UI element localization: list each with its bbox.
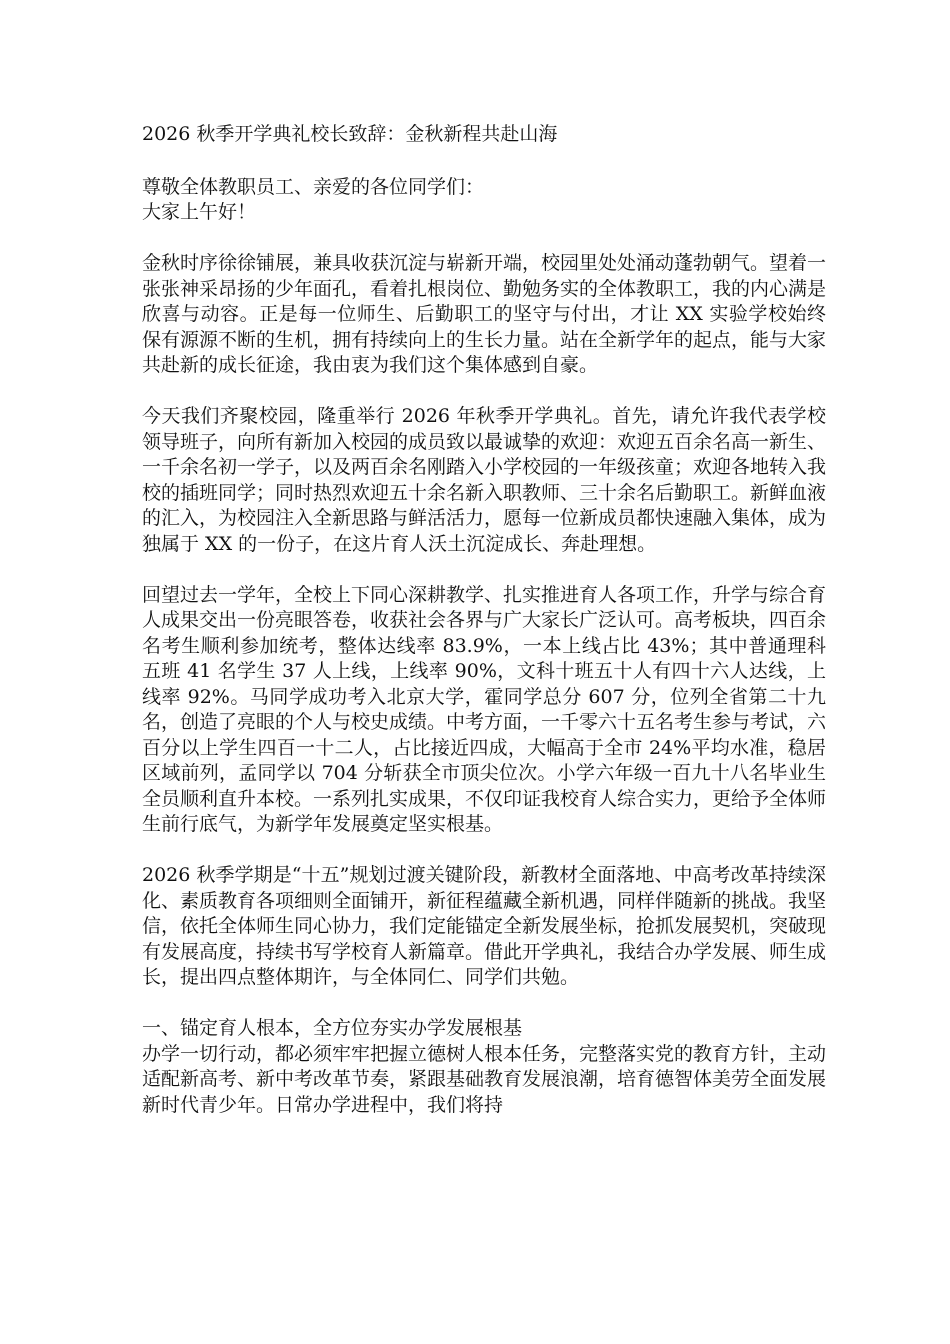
spacer	[142, 379, 826, 405]
spacer	[142, 991, 826, 1017]
paragraph-review: 回望过去一学年，全校上下同心深耕教学、扎实推进育人各项工作，升学与综合育人成果交出一份亮眼答卷，收获社会各界与广大家长广泛认可。高考板块，四百余名考生顺利参加统考，整体达线率 83.9%，一本上线占比 43%；其中普通理科五班 41 名学生 37 人上线，上线率 90%，文科十班五十人有四十六人达线，上线率 92%。马同学成功考入北京大学，霍同学总分 607 分，位列全省第二十九名，创造了亮眼的个人与校史成绩。中考方面，一千零六十五名考生参与考试，六百分以上学生四百一十二人，占比接近四成，大幅高于全市 24%平均水准，稳居区域前列，孟同学以 704 分斩获全市顶尖位次。小学六年级一百九十八名毕业生全员顺利直升本校。一系列扎实成果，不仅印证我校育人综合实力，更给予全体师生前行底气，为新学年发展奠定坚实根基。	[142, 583, 827, 835]
spacer	[142, 557, 826, 583]
paragraph-welcome: 今天我们齐聚校园，隆重举行 2026 年秋季开学典礼。首先，请允许我代表学校领导班子，向所有新加入校园的成员致以最诚挚的欢迎：欢迎五百余名高一新生、一千余名初一学子，以及两百余名刚踏入小学校园的一年级孩童；欢迎各地转入我校的插班同学；同时热烈欢迎五十余名新入职教师、三十余名后勤职工。新鲜血液的汇入，为校园注入全新思路与鲜活活力，愿每一位新成员都快速融入集体，成为独属于 XX 的一份子，在这片育人沃土沉淀成长、奔赴理想。	[142, 405, 827, 555]
spacer	[142, 226, 826, 252]
spacer	[142, 838, 826, 864]
paragraph-outlook: 2026 秋季学期是“十五”规划过渡关键阶段，新教材全面落地、中高考改革持续深化、素质教育各项细则全面铺开，新征程蕴藏全新机遇，同样伴随新的挑战。我坚信，依托全体师生同心协力，我们定能锚定全新发展坐标，抢抓发展契机，突破现有发展高度，持续书写学校育人新篇章。借此开学典礼，我结合办学发展、师生成长，提出四点整体期许，与全体同仁、同学们共勉。	[142, 864, 827, 988]
spacer	[142, 148, 826, 175]
salutation-line: 尊敬全体教职员工、亲爱的各位同学们：	[142, 175, 485, 198]
paragraph-opening: 金秋时序徐徐铺展，兼具收获沉淀与崭新开端，校园里处处涌动蓬勃朝气。望着一张张神采昂扬的少年面孔，看着扎根岗位、勤勉务实的全体教职工，我的内心满是欣喜与动容。正是每一位师生、后勤职工的坚守与付出，才让 XX 实验学校始终保有源源不断的生机，拥有持续向上的生长力量。站在全新学年的起点，能与大家共赴新的成长征途，我由衷为我们这个集体感到自豪。	[142, 252, 827, 376]
greeting-line: 大家上午好！	[142, 201, 257, 223]
document-body	[142, 122, 826, 1118]
section-heading: 一、锚定育人根本，全方位夯实办学发展根基	[142, 1017, 523, 1039]
document-title: 2026 秋季开学典礼校长致辞：金秋新程共赴山海	[142, 123, 558, 145]
paragraph-section-one: 办学一切行动，都必须牢牢把握立德树人根本任务，完整落实党的教育方针，主动适配新高考、新中考改革节奏，紧跟基础教育发展浪潮，培育德智体美劳全面发展新时代青少年。日常办学进程中，我们将持	[142, 1042, 827, 1116]
